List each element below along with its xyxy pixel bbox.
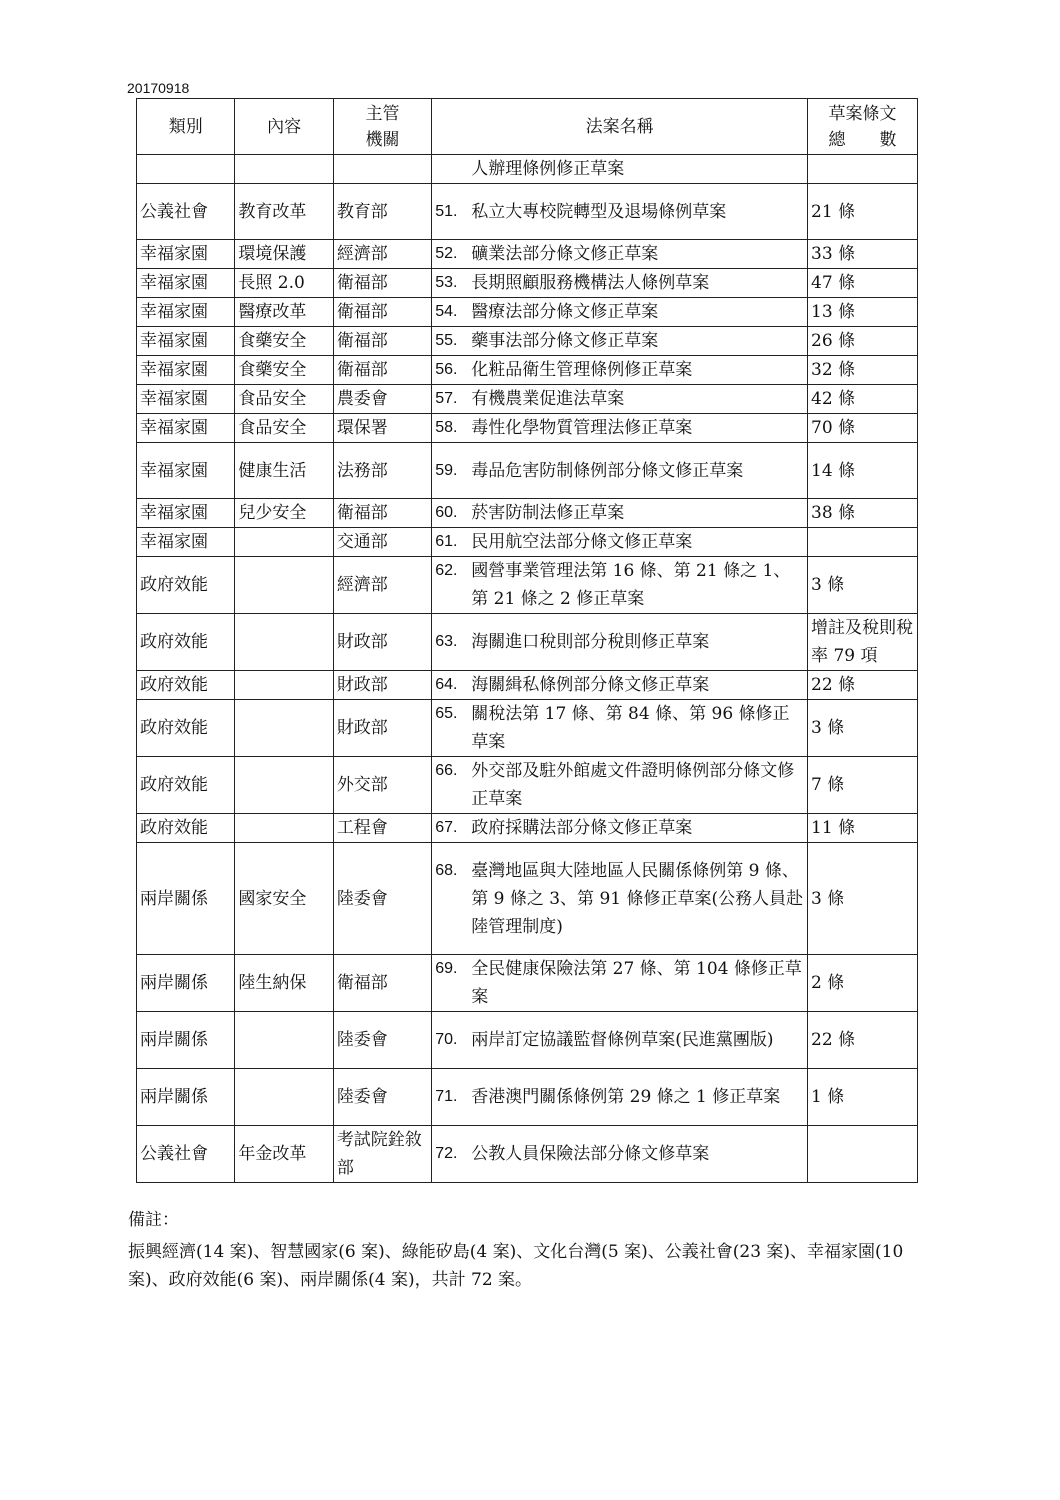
table-row bbox=[137, 614, 918, 671]
cell-agency: 衛福部 bbox=[333, 298, 431, 327]
bill-number: 54. bbox=[435, 303, 458, 320]
bill-name-wrap bbox=[435, 814, 804, 842]
header-agency-line1: 主管 bbox=[365, 103, 400, 124]
bill-number: 63. bbox=[435, 633, 458, 650]
cell-agency: 法務部 bbox=[333, 443, 431, 499]
cell-content: 國家安全 bbox=[235, 843, 333, 955]
bill-title: 毒性化學物質管理法修正草案 bbox=[471, 418, 693, 438]
bill-number: 60. bbox=[435, 504, 458, 521]
header-count-line2: 總 數 bbox=[828, 129, 897, 150]
bill-name-wrap bbox=[435, 1083, 804, 1111]
cell-bill-name bbox=[432, 1069, 808, 1126]
cell-bill-name bbox=[432, 1012, 808, 1069]
cell-content bbox=[235, 757, 333, 814]
cell-agency: 陸委會 bbox=[333, 1069, 431, 1126]
notes-label: 備註： bbox=[128, 1210, 179, 1230]
bill-name-wrap bbox=[435, 356, 804, 384]
bill-title: 關稅法第 17 條、第 84 條、第 96 條修正草案 bbox=[471, 704, 790, 752]
cell-agency: 衛福部 bbox=[333, 327, 431, 356]
cell-agency: 財政部 bbox=[333, 614, 431, 671]
table-row bbox=[137, 414, 918, 443]
cell-category: 政府效能 bbox=[137, 700, 235, 757]
notes-section bbox=[128, 1206, 918, 1294]
cell-agency: 陸委會 bbox=[333, 843, 431, 955]
cell-category: 政府效能 bbox=[137, 814, 235, 843]
cell-content: 醫療改革 bbox=[235, 298, 333, 327]
cell-content bbox=[235, 814, 333, 843]
cell-category: 幸福家園 bbox=[137, 298, 235, 327]
table-row bbox=[137, 155, 918, 184]
bill-name-wrap bbox=[435, 414, 804, 442]
bill-title: 有機農業促進法草案 bbox=[471, 389, 625, 409]
cell-category: 兩岸關係 bbox=[137, 1012, 235, 1069]
bill-title: 國營事業管理法第 16 條、第 21 條之 1、第 21 條之 2 修正草案 bbox=[471, 561, 791, 609]
cell-category: 政府效能 bbox=[137, 557, 235, 614]
cell-agency: 衛福部 bbox=[333, 499, 431, 528]
cell-content: 年金改革 bbox=[235, 1126, 333, 1183]
header-agency bbox=[333, 99, 431, 155]
cell-bill-name bbox=[432, 814, 808, 843]
cell-agency: 衛福部 bbox=[333, 356, 431, 385]
cell-content bbox=[235, 671, 333, 700]
bill-name-wrap bbox=[435, 499, 804, 527]
cell-category: 幸福家園 bbox=[137, 499, 235, 528]
cell-count bbox=[808, 155, 918, 184]
cell-agency: 經濟部 bbox=[333, 557, 431, 614]
bill-number: 52. bbox=[435, 245, 458, 262]
table-row bbox=[137, 671, 918, 700]
cell-category: 幸福家園 bbox=[137, 356, 235, 385]
cell-content: 食品安全 bbox=[235, 414, 333, 443]
cell-content: 食藥安全 bbox=[235, 356, 333, 385]
cell-bill-name bbox=[432, 240, 808, 269]
bill-title: 外交部及駐外館處文件證明條例部分條文修正草案 bbox=[471, 761, 795, 809]
cell-count: 70 條 bbox=[808, 414, 918, 443]
cell-agency: 衛福部 bbox=[333, 955, 431, 1012]
cell-content: 食品安全 bbox=[235, 385, 333, 414]
bill-number: 53. bbox=[435, 274, 458, 291]
cell-content bbox=[235, 1069, 333, 1126]
bill-name-wrap bbox=[435, 700, 804, 756]
header-count-line1: 草案條文 bbox=[828, 103, 897, 124]
table-row bbox=[137, 269, 918, 298]
cell-content: 長照 2.0 bbox=[235, 269, 333, 298]
bill-name-wrap bbox=[435, 1140, 804, 1168]
table-row bbox=[137, 814, 918, 843]
cell-content bbox=[235, 557, 333, 614]
bill-number: 69. bbox=[435, 960, 458, 977]
cell-agency: 陸委會 bbox=[333, 1012, 431, 1069]
cell-bill-name bbox=[432, 443, 808, 499]
table-header-row bbox=[137, 99, 918, 155]
bill-title: 香港澳門關係條例第 29 條之 1 修正草案 bbox=[471, 1087, 781, 1107]
cell-content bbox=[235, 614, 333, 671]
bill-number: 71. bbox=[435, 1088, 458, 1105]
table-row bbox=[137, 1126, 918, 1183]
bill-title: 長期照顧服務機構法人條例草案 bbox=[471, 273, 710, 293]
bill-title: 兩岸訂定協議監督條例草案(民進黨團版) bbox=[471, 1030, 774, 1050]
bill-number: 66. bbox=[435, 762, 458, 779]
cell-agency: 外交部 bbox=[333, 757, 431, 814]
cell-bill-name bbox=[432, 757, 808, 814]
cell-content: 兒少安全 bbox=[235, 499, 333, 528]
cell-count: 1 條 bbox=[808, 1069, 918, 1126]
cell-count: 3 條 bbox=[808, 700, 918, 757]
bill-name-wrap bbox=[435, 457, 804, 485]
cell-content: 健康生活 bbox=[235, 443, 333, 499]
cell-category: 幸福家園 bbox=[137, 414, 235, 443]
table-row bbox=[137, 356, 918, 385]
bill-title: 化粧品衛生管理條例修正草案 bbox=[471, 360, 693, 380]
bill-title: 菸害防制法修正草案 bbox=[471, 503, 625, 523]
bill-title: 海關緝私條例部分條文修正草案 bbox=[471, 675, 710, 695]
bill-title: 海關進口稅則部分稅則修正草案 bbox=[471, 632, 710, 652]
cell-bill-name bbox=[432, 184, 808, 240]
header-category: 類別 bbox=[137, 99, 235, 155]
bill-number: 57. bbox=[435, 390, 458, 407]
cell-content: 教育改革 bbox=[235, 184, 333, 240]
bill-number: 61. bbox=[435, 533, 458, 550]
bill-name-wrap bbox=[435, 628, 804, 656]
cell-count: 2 條 bbox=[808, 955, 918, 1012]
bill-title: 民用航空法部分條文修正草案 bbox=[471, 532, 693, 552]
cell-agency: 財政部 bbox=[333, 671, 431, 700]
cell-count: 14 條 bbox=[808, 443, 918, 499]
cell-bill-name bbox=[432, 298, 808, 327]
cell-count: 11 條 bbox=[808, 814, 918, 843]
cell-content: 陸生納保 bbox=[235, 955, 333, 1012]
cell-count bbox=[808, 528, 918, 557]
bill-name-wrap bbox=[435, 155, 804, 183]
bill-number: 65. bbox=[435, 705, 458, 722]
bill-number: 70. bbox=[435, 1031, 458, 1048]
bill-name-wrap bbox=[435, 385, 804, 413]
table-row bbox=[137, 528, 918, 557]
cell-count: 42 條 bbox=[808, 385, 918, 414]
cell-count: 22 條 bbox=[808, 1012, 918, 1069]
cell-category: 幸福家園 bbox=[137, 528, 235, 557]
table-body bbox=[137, 155, 918, 1183]
bill-name-wrap bbox=[435, 1026, 804, 1054]
bill-name-wrap bbox=[435, 198, 804, 226]
cell-count bbox=[808, 1126, 918, 1183]
table-row bbox=[137, 557, 918, 614]
cell-count: 21 條 bbox=[808, 184, 918, 240]
cell-bill-name bbox=[432, 385, 808, 414]
cell-bill-name bbox=[432, 671, 808, 700]
cell-category: 公義社會 bbox=[137, 184, 235, 240]
table-row bbox=[137, 843, 918, 955]
cell-bill-name bbox=[432, 843, 808, 955]
cell-count: 3 條 bbox=[808, 843, 918, 955]
cell-agency: 衛福部 bbox=[333, 269, 431, 298]
bill-title: 政府採購法部分條文修正草案 bbox=[471, 818, 693, 838]
table-row bbox=[137, 385, 918, 414]
bill-number: 64. bbox=[435, 676, 458, 693]
bill-name-wrap bbox=[435, 269, 804, 297]
bill-number: 68. bbox=[435, 861, 458, 879]
table-row bbox=[137, 499, 918, 528]
bill-table bbox=[136, 98, 918, 1183]
cell-category: 政府效能 bbox=[137, 671, 235, 700]
cell-category: 政府效能 bbox=[137, 614, 235, 671]
cell-agency: 環保署 bbox=[333, 414, 431, 443]
cell-bill-name bbox=[432, 269, 808, 298]
header-count bbox=[808, 99, 918, 155]
bill-name-wrap bbox=[435, 757, 804, 813]
cell-bill-name bbox=[432, 1126, 808, 1183]
cell-count: 33 條 bbox=[808, 240, 918, 269]
bill-number: 67. bbox=[435, 819, 458, 836]
table-row bbox=[137, 700, 918, 757]
cell-bill-name bbox=[432, 155, 808, 184]
bill-number: 55. bbox=[435, 332, 458, 349]
cell-count: 26 條 bbox=[808, 327, 918, 356]
cell-bill-name bbox=[432, 327, 808, 356]
cell-category: 兩岸關係 bbox=[137, 843, 235, 955]
bill-title: 藥事法部分條文修正草案 bbox=[471, 331, 659, 351]
bill-name-wrap bbox=[435, 955, 804, 1011]
cell-count: 3 條 bbox=[808, 557, 918, 614]
bill-title: 毒品危害防制條例部分條文修正草案 bbox=[471, 460, 744, 481]
table-row bbox=[137, 327, 918, 356]
bill-name-wrap bbox=[435, 857, 804, 941]
cell-bill-name bbox=[432, 414, 808, 443]
cell-agency: 交通部 bbox=[333, 528, 431, 557]
cell-category bbox=[137, 155, 235, 184]
cell-agency: 農委會 bbox=[333, 385, 431, 414]
table-row bbox=[137, 443, 918, 499]
bill-name-wrap bbox=[435, 528, 804, 556]
cell-content: 環境保護 bbox=[235, 240, 333, 269]
bill-number: 56. bbox=[435, 361, 458, 378]
document-date: 20170918 bbox=[127, 80, 190, 96]
cell-bill-name bbox=[432, 955, 808, 1012]
bill-number: 58. bbox=[435, 419, 458, 436]
table-row bbox=[137, 240, 918, 269]
cell-category: 幸福家園 bbox=[137, 327, 235, 356]
bill-number: 72. bbox=[435, 1145, 458, 1162]
cell-category: 幸福家園 bbox=[137, 385, 235, 414]
bill-title: 人辦理條例修正草案 bbox=[471, 159, 625, 179]
cell-count: 47 條 bbox=[808, 269, 918, 298]
cell-content bbox=[235, 1012, 333, 1069]
header-content: 內容 bbox=[235, 99, 333, 155]
cell-category: 兩岸關係 bbox=[137, 1069, 235, 1126]
cell-bill-name bbox=[432, 499, 808, 528]
cell-count: 22 條 bbox=[808, 671, 918, 700]
cell-bill-name bbox=[432, 356, 808, 385]
cell-category: 政府效能 bbox=[137, 757, 235, 814]
bill-name-wrap bbox=[435, 557, 804, 613]
cell-count: 7 條 bbox=[808, 757, 918, 814]
bill-title: 全民健康保險法第 27 條、第 104 條修正草案 bbox=[471, 959, 802, 1007]
cell-category: 幸福家園 bbox=[137, 240, 235, 269]
cell-bill-name bbox=[432, 528, 808, 557]
cell-count: 13 條 bbox=[808, 298, 918, 327]
cell-category: 幸福家園 bbox=[137, 443, 235, 499]
table-row bbox=[137, 1012, 918, 1069]
bill-number: 59. bbox=[435, 461, 458, 479]
bill-title: 礦業法部分條文修正草案 bbox=[471, 244, 659, 264]
cell-category: 兩岸關係 bbox=[137, 955, 235, 1012]
cell-count: 38 條 bbox=[808, 499, 918, 528]
cell-count: 增註及稅則稅率 79 項 bbox=[808, 614, 918, 671]
cell-category: 公義社會 bbox=[137, 1126, 235, 1183]
bill-number: 62. bbox=[435, 562, 458, 579]
cell-category: 幸福家園 bbox=[137, 269, 235, 298]
cell-content bbox=[235, 528, 333, 557]
cell-bill-name bbox=[432, 700, 808, 757]
table-row bbox=[137, 184, 918, 240]
bill-title: 醫療法部分條文修正草案 bbox=[471, 302, 659, 322]
cell-content bbox=[235, 700, 333, 757]
bill-title: 臺灣地區與大陸地區人民關係條例第 9 條、第 9 條之 3、第 91 條修正草案(公務人員赴陸管理制度) bbox=[471, 860, 804, 937]
cell-agency: 財政部 bbox=[333, 700, 431, 757]
cell-agency: 經濟部 bbox=[333, 240, 431, 269]
header-bill-name: 法案名稱 bbox=[432, 99, 808, 155]
bill-number: 51. bbox=[435, 202, 458, 220]
bill-name-wrap bbox=[435, 298, 804, 326]
table-row bbox=[137, 1069, 918, 1126]
cell-bill-name bbox=[432, 557, 808, 614]
cell-agency: 教育部 bbox=[333, 184, 431, 240]
bill-name-wrap bbox=[435, 327, 804, 355]
bill-title: 公教人員保險法部分條文修草案 bbox=[471, 1144, 710, 1164]
cell-count: 32 條 bbox=[808, 356, 918, 385]
table-row bbox=[137, 298, 918, 327]
notes-text: 振興經濟(14 案)、智慧國家(6 案)、綠能矽島(4 案)、文化台灣(5 案)、公義社會(23 案)、幸福家園(10 案)、政府效能(6 案)、兩岸關係(4 案)，共計 72 案。 bbox=[128, 1242, 904, 1290]
cell-content: 食藥安全 bbox=[235, 327, 333, 356]
cell-content bbox=[235, 155, 333, 184]
cell-bill-name bbox=[432, 614, 808, 671]
table-row bbox=[137, 955, 918, 1012]
bill-name-wrap bbox=[435, 240, 804, 268]
cell-agency: 考試院銓敘部 bbox=[333, 1126, 431, 1183]
header-agency-line2: 機關 bbox=[365, 129, 400, 150]
bill-title: 私立大專校院轉型及退場條例草案 bbox=[471, 201, 727, 222]
cell-agency: 工程會 bbox=[333, 814, 431, 843]
table-row bbox=[137, 757, 918, 814]
cell-agency bbox=[333, 155, 431, 184]
bill-name-wrap bbox=[435, 671, 804, 699]
